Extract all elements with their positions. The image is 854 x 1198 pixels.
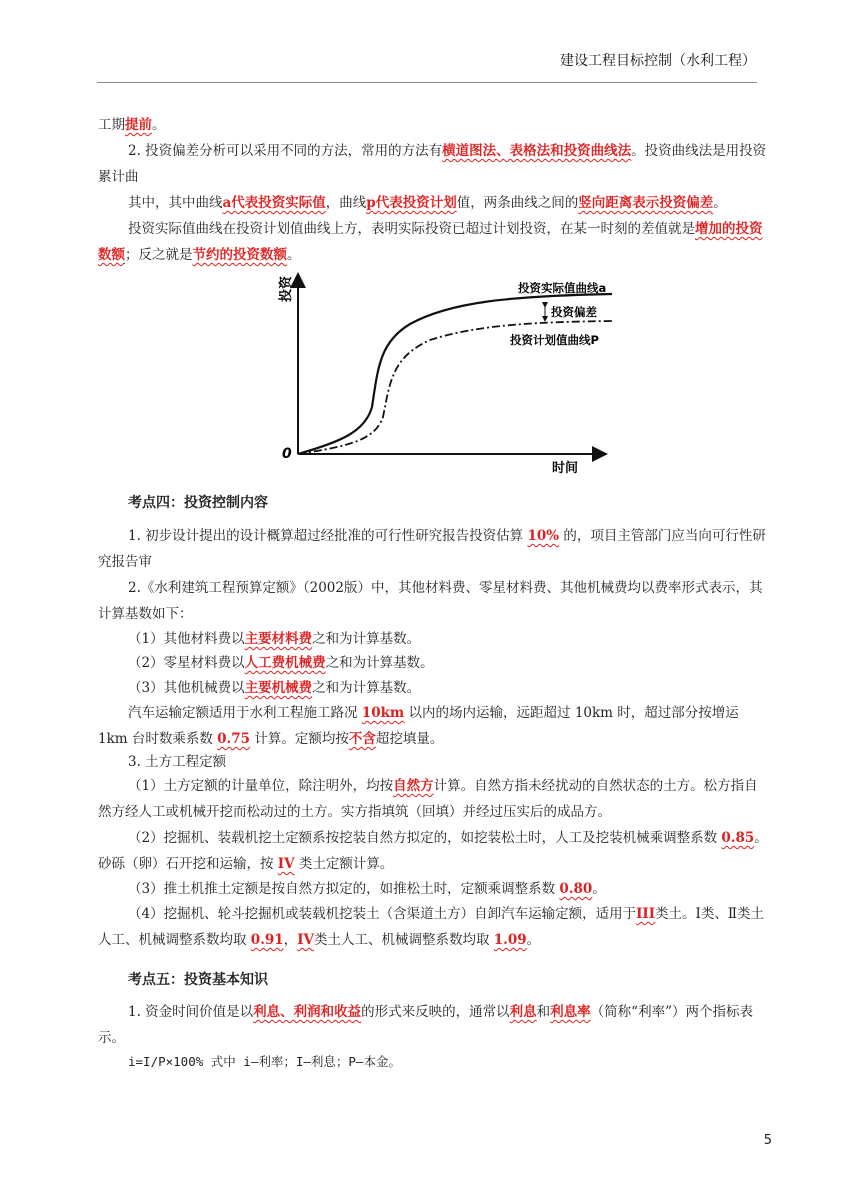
x-axis-label: 时间 bbox=[552, 461, 579, 476]
curve-p-label: 投资计划值曲线P bbox=[510, 333, 599, 347]
paragraph-5-1: 1. 资金时间价值是以利息、利润和收益的形式来反映的，通常以利息和利息率（简称“利率”）两个指标表示。 bbox=[98, 1004, 753, 1046]
deviation-label: 投资偏差 bbox=[551, 305, 597, 319]
paragraph-4-1: 1. 初步设计提出的设计概算超过经批准的可行性研究报告投资估算 10% 的，项目主管部门应当向可行性研究报告审 bbox=[98, 528, 766, 570]
origin-label: 0 bbox=[282, 446, 292, 462]
paragraph-4-9: （2）挖掘机、装载机挖土定额系按挖装自然方拟定的，如挖装松土时，人工及挖装机械乘调整系数 0.85。砂砾（卵）石开挖和运输，按 IV 类土定额计算。 bbox=[98, 830, 768, 872]
paragraph-4-7: 3. 土方工程定额 bbox=[128, 754, 227, 770]
paragraph-curve-meaning: 其中，其中曲线a代表投资实际值，曲线p代表投资计划值，两条曲线之间的竖向距离表示投资偏差。 bbox=[128, 195, 727, 211]
curve-a-label: 投资实际值曲线a bbox=[518, 281, 607, 295]
paragraph-4-6: 汽车运输定额适用于水利工程施工路况 10km 以内的场内运输，远距超过 10km 时，超过部分按增运 1km 台时数乘系数 0.75 计算。定额均按不含超挖填量。 bbox=[98, 705, 739, 747]
page-header-title: 建设工程目标控制（水利工程） bbox=[560, 53, 756, 69]
page-number: 5 bbox=[763, 1133, 772, 1148]
header-rule bbox=[97, 82, 757, 83]
paragraph-4-11: （4）挖掘机、轮斗挖掘机或装载机挖装土（含渠道土方）自卸汽车运输定额，适用于III类土。Ⅰ类、Ⅱ类土人工、机械调整系数均取 0.91，IV类土人工、机械调整系数均取 1.09。 bbox=[98, 906, 765, 948]
paragraph-4-2: 2.《水利建筑工程预算定额》（2002版）中，其他材料费、零星材料费、其他机械费均以费率形式表示，其计算基数如下： bbox=[98, 580, 763, 622]
paragraph-4-10: （3）推土机推土定额是按自然方拟定的，如推松土时，定额乘调整系数 0.80。 bbox=[128, 881, 606, 897]
paragraph-deviation-methods: 2. 投资偏差分析可以采用不同的方法，常用的方法有横道图法、表格法和投资曲线法。投资曲线法是用投资累计曲 bbox=[98, 143, 767, 185]
paragraph-4-4: （2）零星材料费以人工费机械费之和为计算基数。 bbox=[128, 655, 434, 671]
section-heading-4: 考点四：投资控制内容 bbox=[128, 495, 268, 511]
paragraph-4-3: （1）其他材料费以主要材料费之和为计算基数。 bbox=[128, 631, 421, 647]
paragraph-lead: 工期提前。 bbox=[98, 117, 166, 133]
paragraph-4-8: （1）土方定额的计量单位，除注明外，均按自然方计算。自然方指未经扰动的自然状态的土方。松方指自然方经人工或机械开挖而松动过的土方。实方指填筑（回填）并经过压实后的成品方。 bbox=[98, 778, 758, 820]
section-heading-5: 考点五：投资基本知识 bbox=[128, 972, 268, 988]
paragraph-5-2-formula: i=I/P×100% 式中 i—利率；I—利息；P—本金。 bbox=[128, 1054, 401, 1069]
investment-curve-figure bbox=[270, 272, 630, 477]
paragraph-curve-comparison: 投资实际值曲线在投资计划值曲线上方，表明实际投资已超过计划投资，在某一时刻的差值就是增加的投资数额；反之就是节约的投资数额。 bbox=[98, 221, 763, 263]
y-axis-label: 投资 bbox=[279, 275, 294, 302]
paragraph-4-5: （3）其他机械费以主要机械费之和为计算基数。 bbox=[128, 680, 421, 696]
